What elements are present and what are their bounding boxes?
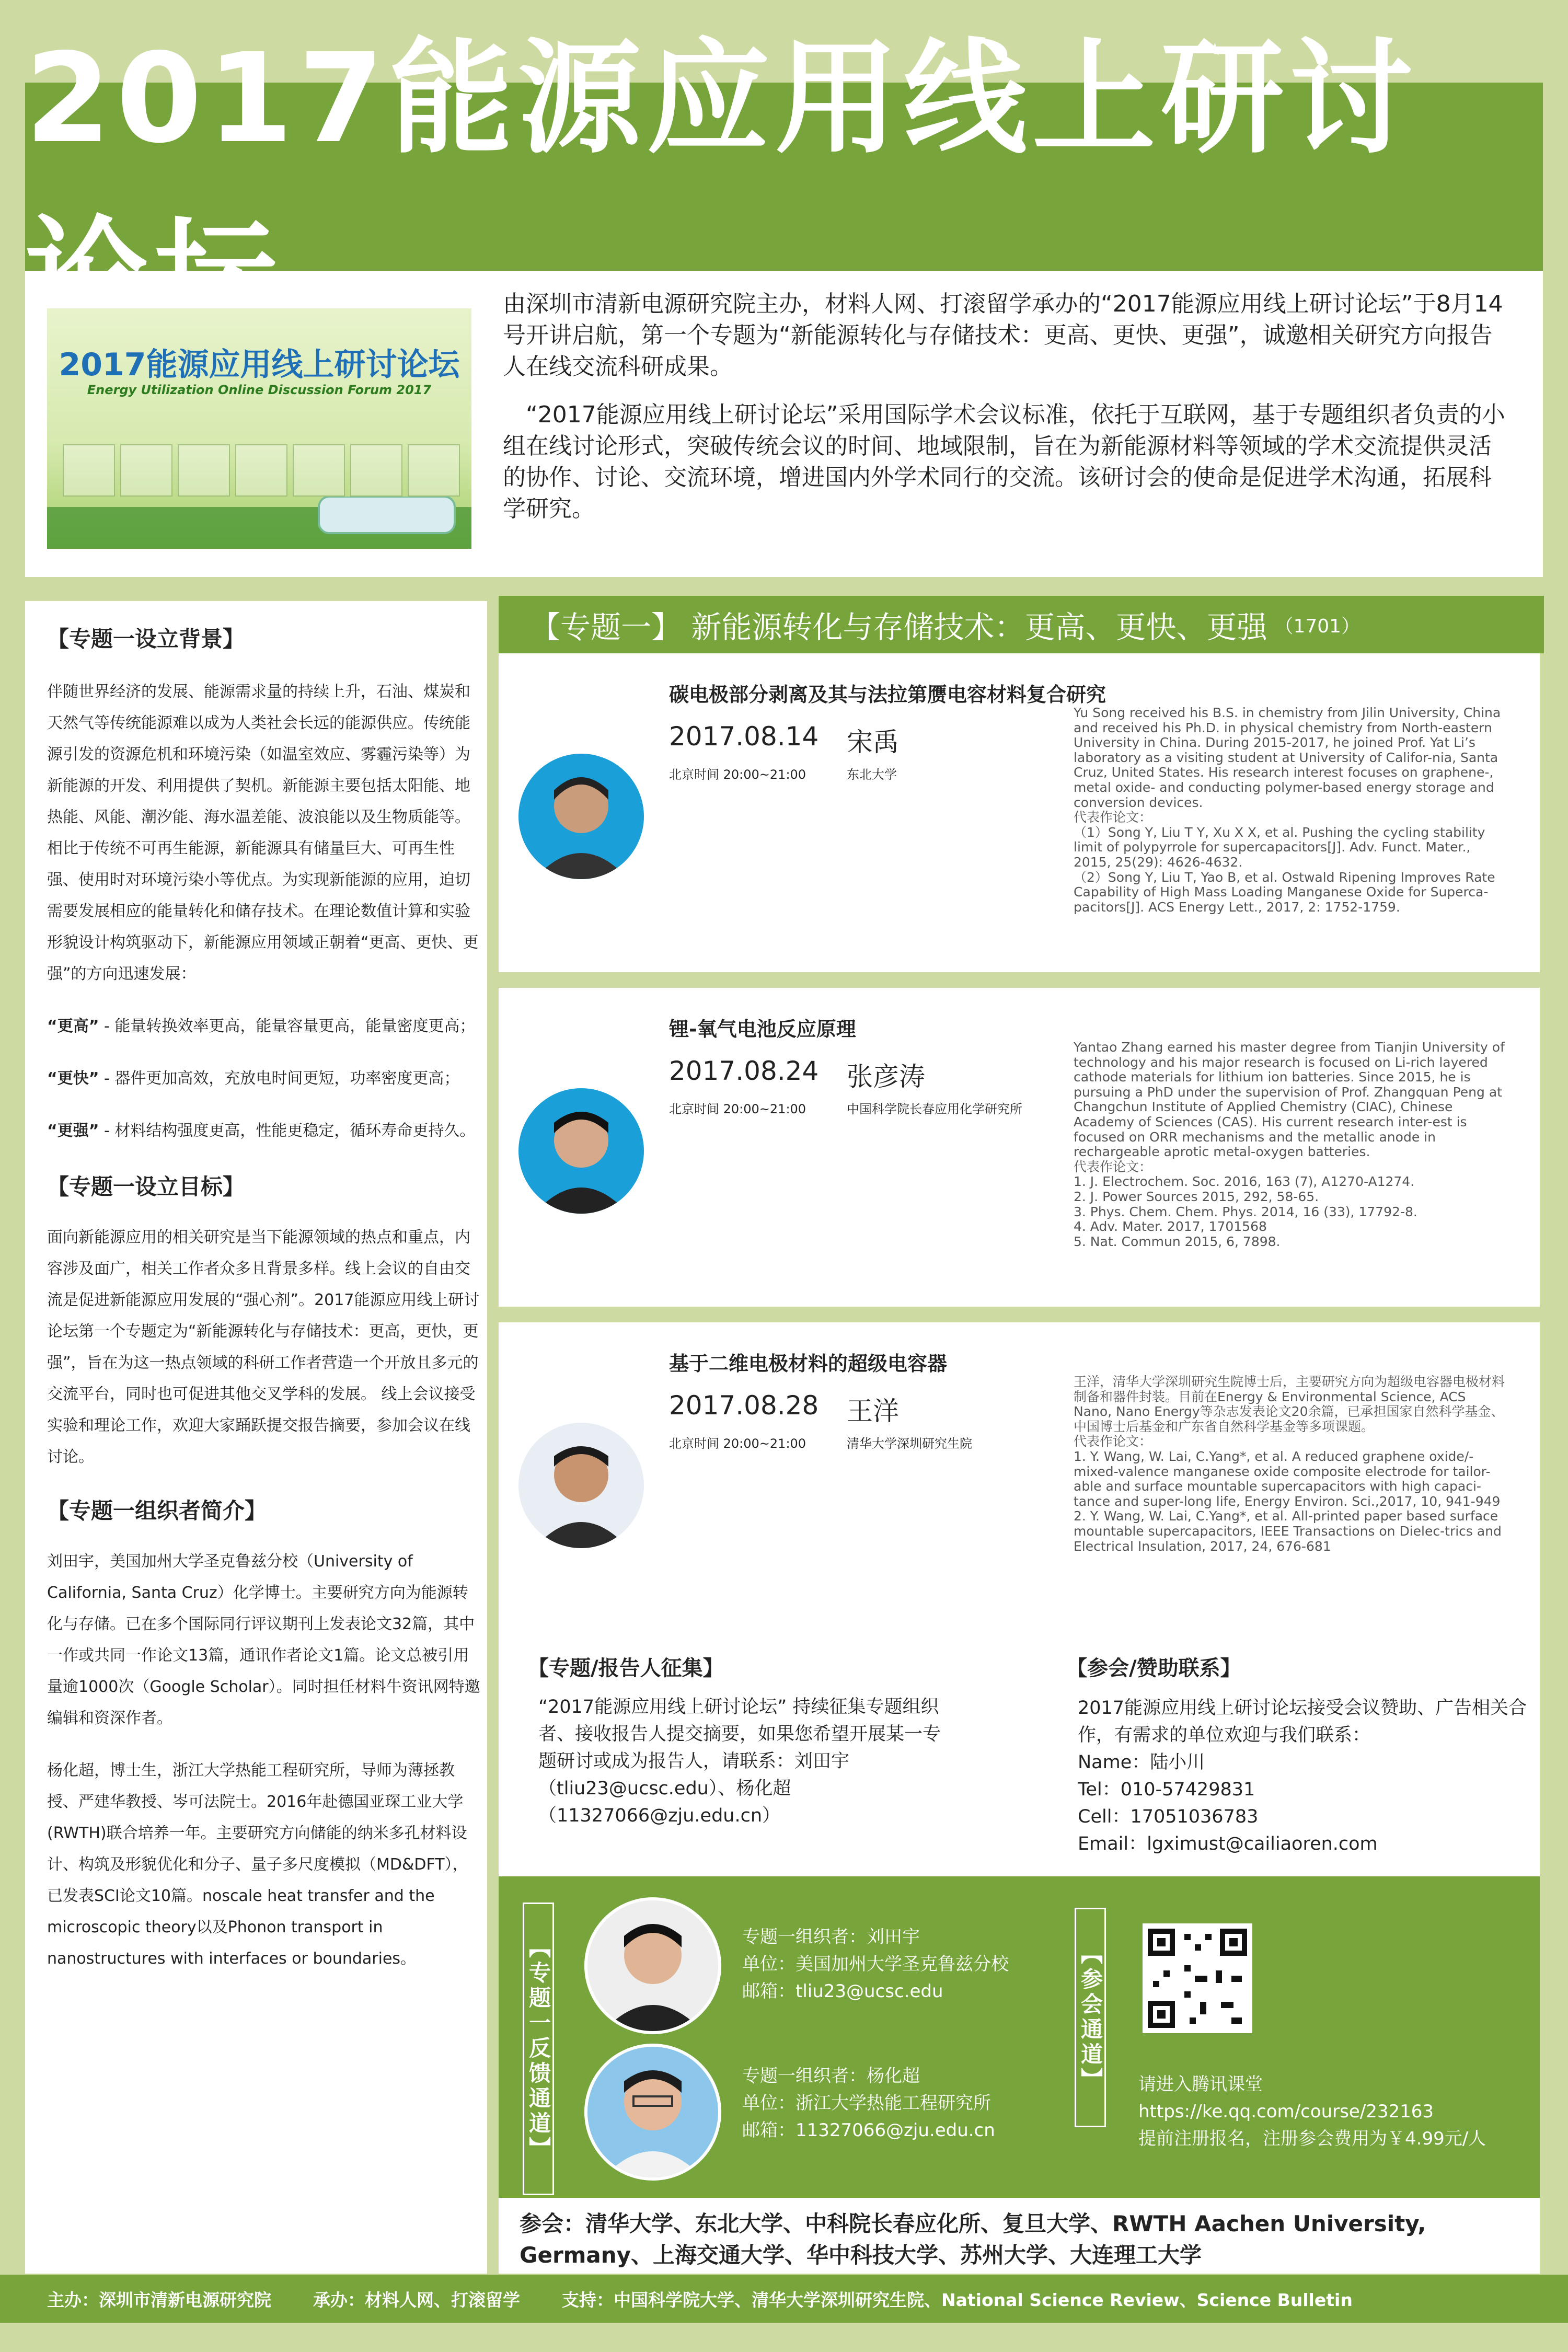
join-url[interactable]: https://ke.qq.com/course/232163 <box>1138 2101 1434 2122</box>
join-line-1: 请进入腾讯课堂 <box>1138 2074 1263 2095</box>
talk-date: 2017.08.24 <box>669 1056 819 1086</box>
organizer-email: 邮箱：11327066@zju.edu.cn <box>742 2120 995 2141</box>
call-heading: 【专题/报告人征集】 <box>528 1656 724 1680</box>
contact-heading: 【参会/赞助联系】 <box>1066 1656 1241 1680</box>
topic-label: 【专题一】 新能源转化与存储技术：更高、更快、更强 <box>530 609 1267 645</box>
footer-host: 主办：深圳市清新电源研究院 <box>47 2289 271 2310</box>
organizer-unit: 单位：美国加州大学圣克鲁兹分校 <box>742 1954 1009 1975</box>
speaker-name: 张彦涛 <box>847 1062 925 1092</box>
speaker-avatar <box>518 754 644 879</box>
qr-code[interactable] <box>1143 1923 1252 2033</box>
contact-tel: Tel：010-57429831 <box>1078 1779 1255 1800</box>
talk-card <box>499 1322 1540 1641</box>
solar-panel-icon <box>47 497 471 549</box>
talk-card <box>499 653 1540 972</box>
call-text: “2017能源应用线上研讨论坛” 持续征集专题组织者、接收报告人提交摘要，如果您希望开展某一专题研讨或成为报告人，请联系：刘田宇（tliu23@ucsc.edu）、杨化超（11327066@zju.edu.cn） <box>538 1697 941 1826</box>
footer-support: 支持：中国科学院大学、清华大学深圳研究生院、National Science Review、Science Bulletin <box>562 2289 1353 2310</box>
join-info <box>1138 2071 1536 2152</box>
speaker-bio: Yantao Zhang earned his master degree from Tianjin University of technology and his major research is focused on Li-rich layered cathode materials for lithium ion batteries. Since 2015, he is pursuing a PhD under the supervision of Prof. Zhangquan Peng at Changchun Institute of Applied Chemistry (CIAC), Chinese Academy of Sciences (CAS). His current research inter-est is focused on ORR mechanisms and the metallic anode in rechargeable aprotic metal-oxygen batteries. 代表作论文： 1. J. Electrochem. Soc. 2016, 163 (7), A1270-A1274. 2. J. Power Sources 2015, 292, 58-65. 3. Phys. Chem. Chem. Phys. 2014, 16 (33), 17792-8. 4. Adv. Mater. 2017, 1701568 5. Nat. Commun 2015, 6, 7898. <box>1074 1040 1505 1249</box>
topic-header <box>499 596 1544 653</box>
intro-text <box>503 289 1506 541</box>
talk-time: 北京时间 20:00~21:00 <box>669 1436 806 1451</box>
background-heading: 【专题一设立背景】 <box>47 626 245 652</box>
speaker-name: 宋禹 <box>847 727 899 757</box>
speaker-affiliation: 中国科学院长春应用化学研究所 <box>847 1102 1022 1116</box>
banner-subtitle: Energy Utilization Online Discussion Forum 2017 <box>87 383 432 397</box>
stronger-line <box>47 1115 481 1147</box>
organizer-bio-1: 刘田宇，美国加州大学圣克鲁兹分校（University of California, Santa Cruz）化学博士。主要研究方向为能源转化与存储。已在多个国际同行评议期刊上发表论文32篇，其中一作或共同一作论文13篇，通讯作者论文1篇。论文总被引用量逾1000次（Google Scholar）。同时担任材料牛资讯网特邀编辑和资深作者。 <box>47 1552 480 1727</box>
banner-image <box>47 308 471 549</box>
higher-text: - 能量转换效率更高，能量容量更高，能量密度更高； <box>99 1017 476 1035</box>
talk-title: 锂-氧气电池反应原理 <box>669 1018 856 1041</box>
stronger-text: - 材料结构强度更高，性能更稳定，循环寿命更持久。 <box>99 1122 476 1140</box>
footer-organizer: 承办：材料人网、打滚留学 <box>313 2289 520 2310</box>
organizer-info <box>742 2062 995 2144</box>
talk-date: 2017.08.14 <box>669 721 819 752</box>
footer <box>0 2275 1568 2323</box>
background-text: 伴随世界经济的发展、能源需求量的持续上升，石油、煤炭和天然气等传统能源难以成为人类社会长远的能源供应。传统能源引发的资源危机和环境污染（如温室效应、雾霾污染等）为新能源的开发、利用提供了契机。新能源主要包括太阳能、地热能、风能、潮汐能、海水温差能、波浪能以及生物质能等。相比于传统不可再生能源，新能源具有储量巨大、可再生性强、使用时对环境污染小等优点。为实现新能源的应用，迫切需要发展相应的能量转化和储存技术。在理论数值计算和实验形貌设计构筑驱动下，新能源应用领域正朝着“更高、更快、更强”的方向迅速发展： <box>47 683 479 983</box>
talk-date: 2017.08.28 <box>669 1390 819 1421</box>
speaker-affiliation: 清华大学深圳研究生院 <box>847 1436 972 1451</box>
organizer-role: 专题一组织者：刘田宇 <box>742 1927 920 1947</box>
contact-email: Email：lgximust@cailiaoren.com <box>1078 1834 1378 1854</box>
left-panel <box>25 601 487 2274</box>
banner-title: 2017能源应用线上研讨论坛 <box>59 347 460 383</box>
faster-text: - 器件更加高效，充放电时间更短，功率密度更高； <box>99 1069 460 1088</box>
organizer-unit: 单位：浙江大学热能工程研究所 <box>742 2093 991 2114</box>
goal-text: 面向新能源应用的相关研究是当下能源领域的热点和重点，内容涉及面广，相关工作者众多且背景多样。线上会议的自由交流是促进新能源应用发展的“强心剂”。2017能源应用线上研讨论坛第一个专题定为“新能源转化与存储技术：更高，更快，更强”，旨在为这一热点领域的科研工作者营造一个开放且多元的交流平台，同时也可促进其他交叉学科的发展。 线上会议接受实验和理论工作，欢迎大家踊跃提交报告摘要，参加会议在线讨论。 <box>47 1228 480 1466</box>
higher-line <box>47 1011 481 1042</box>
faster-line <box>47 1063 481 1094</box>
organizer-role: 专题一组织者：杨化超 <box>742 2066 920 2086</box>
join-fee: 提前注册报名，注册参会费用为￥4.99元/人 <box>1138 2128 1486 2149</box>
goal-heading: 【专题一设立目标】 <box>47 1174 245 1200</box>
organizer-info <box>742 1923 1009 2005</box>
organizer-avatar <box>584 2044 721 2181</box>
contact-intro: 2017能源应用线上研讨论坛接受会议赞助、广告相关合作，有需求的单位欢迎与我们联系： <box>1078 1698 1527 1746</box>
talk-time: 北京时间 20:00~21:00 <box>669 1102 806 1116</box>
join-tab: 【参会通道】 <box>1075 1908 1106 2127</box>
speaker-bio: Yu Song received his B.S. in chemistry from Jilin University, China and received his Ph.D. in physical chemistry from North-eastern University in China. During 2015-2017, he joined Prof. Yat Li’s laboratory as a visiting student at University of Califor-nia, Santa Cruz, United States. His research interest focuses on graphene-, metal oxide- and conducting polymer-based energy storage and conversion devices. 代表作论文： （1）Song Y, Liu T Y, Xu X X, et al. Pushing the cycling stability limit of polypyrrole for supercapacitors[J]. Adv. Funct. Mater., 2015, 25(29): 4626-4632. （2）Song Y, Liu T, Yao B, et al. Ostwald Ripening Improves Rate Capability of High Mass Loading Manganese Oxide for Superca-pacitors[J]. ACS Energy Lett., 2017, 2: 1752-1759. <box>1074 705 1501 915</box>
talk-title: 碳电极部分剥离及其与法拉第赝电容材料复合研究 <box>669 683 1106 706</box>
organizer-email: 邮箱：tliu23@ucsc.edu <box>742 1981 943 2002</box>
intro-paragraph: 由深圳市清新电源研究院主办，材料人网、打滚留学承办的“2017能源应用线上研讨论坛”于8月14号开讲启航，第一个专题为“新能源转化与存储技术：更高、更快、更强”，诚邀相关研究方向报告人在线交流科研成果。 <box>503 291 1503 380</box>
contact-cell: Cell：17051036783 <box>1078 1806 1259 1827</box>
speaker-name: 王洋 <box>847 1396 899 1426</box>
faster-label: “更快” <box>47 1069 99 1088</box>
speaker-affiliation: 东北大学 <box>847 767 897 782</box>
organizer-bio-2: 杨化超，博士生，浙江大学热能工程研究所，导师为薄拯教授、严建华教授、岑可法院士。2016年赴德国亚琛工业大学(RWTH)联合培养一年。主要研究方向储能的纳米多孔材料设计、构筑及形貌优化和分子、量子多尺度模拟（MD&DFT），已发表SCI论文10篇。noscale heat transfer and the microscopic theory以及Phonon transport in nanostructures with interfaces or boundaries。 <box>47 1761 468 1968</box>
topic-code: （1701） <box>1274 615 1361 637</box>
speaker-avatar <box>518 1423 644 1548</box>
feedback-tab: 【专题一反馈通道】 <box>523 1903 554 2195</box>
intro-paragraph: “2017能源应用线上研讨论坛”采用国际学术会议标准，依托于互联网，基于专题组织者负责的小组在线讨论形式，突破传统会议的时间、地域限制，旨在为新能源材料等领域的学术交流提供灵活的协作、讨论、交流环境，增进国内外学术同行的交流。该研讨会的使命是促进学术沟通，拓展科学研究。 <box>503 401 1505 522</box>
contact-name: Name：陆小川 <box>1078 1752 1205 1773</box>
higher-label: “更高” <box>47 1017 99 1035</box>
participants: 参会：清华大学、东北大学、中科院长春应化所、复旦大学、RWTH Aachen University, Germany、上海交通大学、华中科技大学、苏州大学、大连理工大学 <box>499 2198 1540 2274</box>
organizer-heading: 【专题一组织者简介】 <box>47 1498 267 1524</box>
stronger-label: “更强” <box>47 1122 99 1140</box>
speaker-avatar <box>518 1088 644 1214</box>
organizer-avatar <box>584 1897 721 2034</box>
talk-title: 基于二维电极材料的超级电容器 <box>669 1352 948 1375</box>
speaker-bio: 王洋，清华大学深圳研究生院博士后，主要研究方向为超级电容器电极材料制备和器件封装。目前在Energy & Environmental Science, ACS Nano, Nano Energy等杂志发表论文20余篇，已承担国家自然科学基金、中国博士后基金和广东省自然科学基金等多项课题。 代表作论文： 1. Y. Wang, W. Lai, C.Yang*, et al. A reduced graphene oxide/-mixed-valence manganese oxide composite electrode for tailor-able and surface mountable supercapacitors with high capaci-tance and super-long life, Energy Environ. Sci.,2017, 10, 941-949 2. Y. Wang, W. Lai, C.Yang*, et al. All-printed paper based surface mountable supercapacitors, IEEE Transactions on Dielec-trics and Electrical Insulation, 2017, 24, 676-681 <box>1074 1374 1505 1554</box>
page-title: 2017能源应用线上研讨 <box>25 83 1543 271</box>
talk-time: 北京时间 20:00~21:00 <box>669 767 806 782</box>
talk-card <box>499 988 1540 1307</box>
